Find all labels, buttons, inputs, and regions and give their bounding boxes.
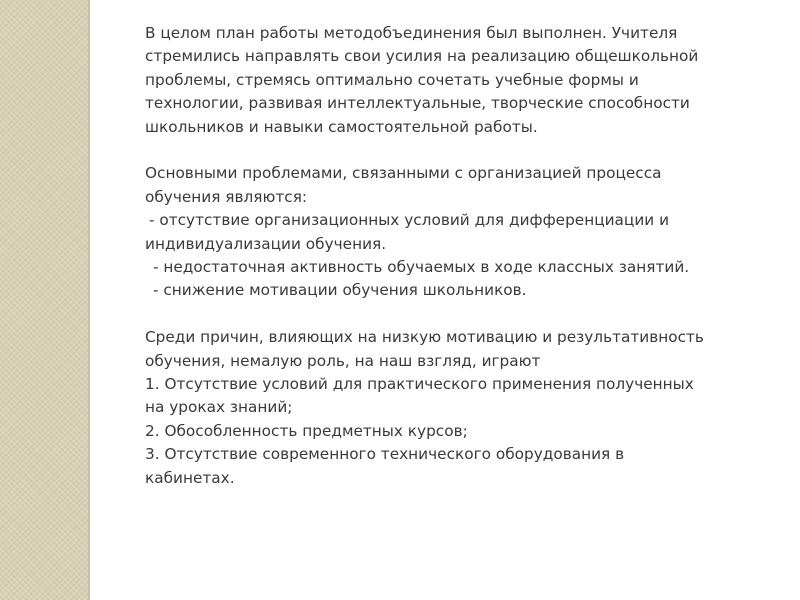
text-line: на уроках знаний;	[145, 398, 293, 417]
text-line: Основными проблемами, связанными с организацией процесса	[145, 164, 662, 183]
divider-line	[88, 0, 90, 600]
text-line: Среди причин, влияющих на низкую мотивацию и результативность	[145, 328, 704, 347]
paragraph-problems	[145, 162, 760, 302]
list-item-cause: 1. Отсутствие условий для практического применения полученных	[145, 375, 694, 394]
text-line: индивидуализации обучения.	[145, 234, 387, 253]
slide-body-text	[145, 22, 760, 490]
list-item-cause: 2. Обособленность предметных курсов;	[145, 421, 468, 440]
text-line: технологии, развивая интеллектуальные, творческие способности	[145, 94, 690, 113]
text-line: кабинетах.	[145, 468, 235, 487]
text-line: школьников и навыки самостоятельной работы.	[145, 117, 538, 136]
paragraph-gap	[145, 303, 760, 326]
text-line: обучения являются:	[145, 187, 308, 206]
text-line: обучения, немалую роль, на наш взгляд, играют	[145, 351, 541, 370]
decorative-side-strip	[0, 0, 88, 600]
text-line: стремились направлять свои усилия на реализацию общешкольной	[145, 47, 699, 66]
paragraph-gap	[145, 139, 760, 162]
list-item-cause: 3. Отсутствие современного технического оборудования в	[145, 445, 625, 464]
paragraph-causes	[145, 326, 760, 490]
list-item-problem: - снижение мотивации обучения школьников.	[153, 281, 527, 300]
list-item-problem: - отсутствие организационных условий для дифференциации и	[149, 211, 670, 230]
text-line: проблемы, стремясь оптимально сочетать учебные формы и	[145, 70, 639, 89]
text-line: В целом план работы методобъединения был выполнен. Учителя	[145, 24, 678, 42]
paragraph-summary	[145, 22, 760, 139]
list-item-problem: - недостаточная активность обучаемых в ходе классных занятий.	[153, 258, 690, 277]
